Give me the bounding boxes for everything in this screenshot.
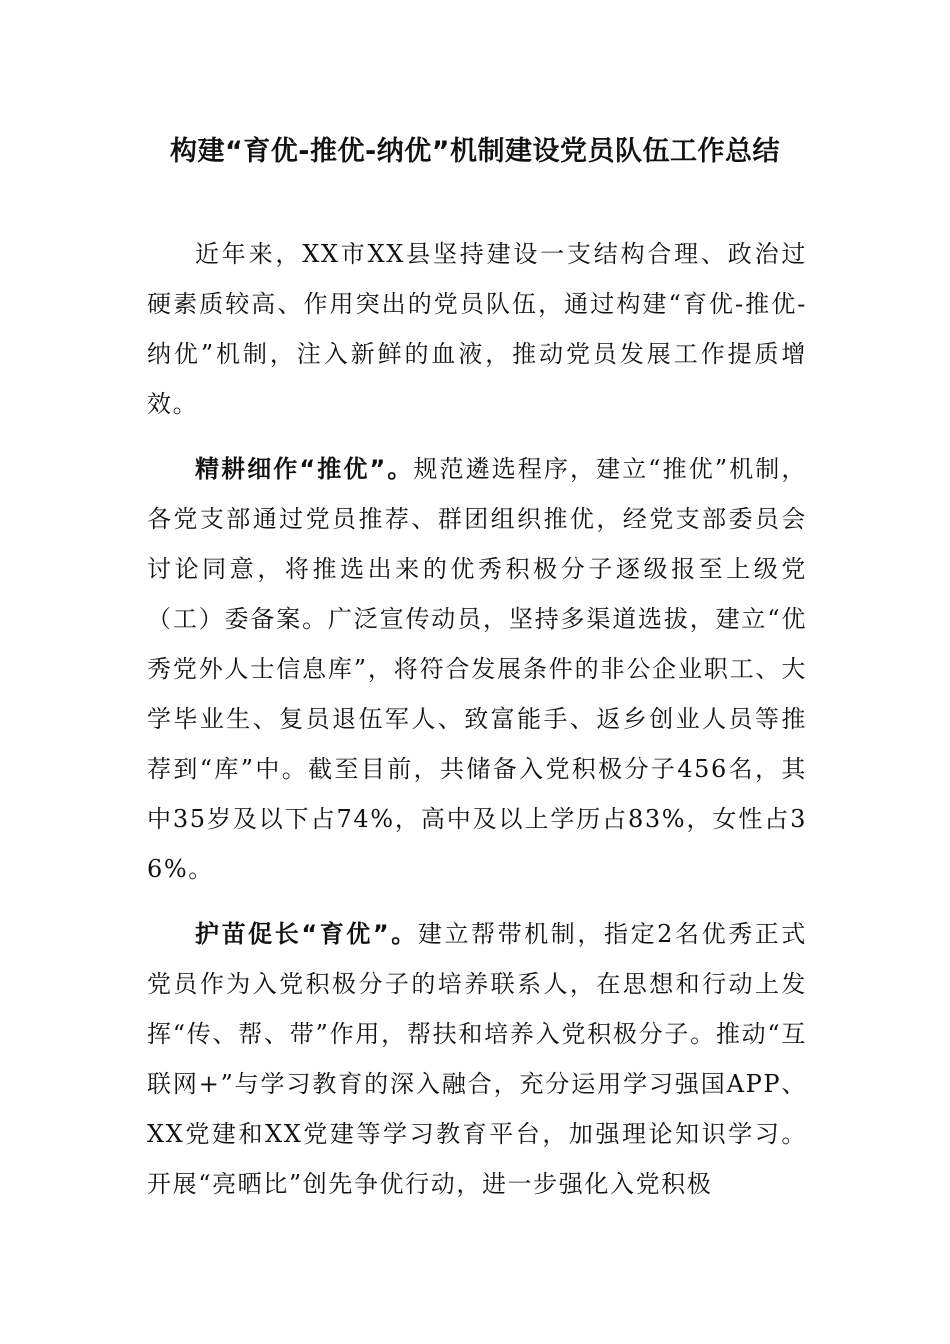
intro-paragraph: 近年来，XX市XX县坚持建设一支结构合理、政治过硬素质较高、作用突出的党员队伍，通过构建“育优-推优-纳优”机制，注入新鲜的血液，推动党员发展工作提质增效。	[147, 240, 807, 418]
section-heading-recommend: 精耕细作“推优”。	[195, 455, 414, 483]
section-text-cultivate: 建立帮带机制，指定2名优秀正式党员作为入党积极分子的培养联系人，在思想和行动上发挥“传、帮、带”作用，帮扶和培养入党积极分子。推动“互联网+”与学习教育的深入融合，充分运用学习强国APP、XX党建和XX党建等学习教育平台，加强理论知识学习。开展“亮晒比”创先争优行动，进一步强化入党积极	[147, 920, 807, 1198]
document-body	[147, 229, 807, 1224]
section-heading-cultivate: 护苗促长“育优”。	[195, 920, 418, 948]
section-text-recommend: 规范遴选程序，建立“推优”机制，各党支部通过党员推荐、群团组织推优，经党支部委员会讨论同意，将推选出来的优秀积极分子逐级报至上级党（工）委备案。广泛宣传动员，坚持多渠道选拔，建立“优秀党外人士信息库”，将符合发展条件的非公企业职工、大学毕业生、复员退伍军人、致富能手、返乡创业人员等推荐到“库”中。截至目前，共储备入党积极分子456名，其中35岁及以下占74%，高中及以上学历占83%，女性占36%。	[147, 455, 808, 883]
document-title: 构建“育优-推优-纳优”机制建设党员队伍工作总结	[170, 136, 780, 167]
section-paragraph-cultivate	[147, 909, 807, 1209]
section-paragraph-recommend	[147, 444, 807, 894]
